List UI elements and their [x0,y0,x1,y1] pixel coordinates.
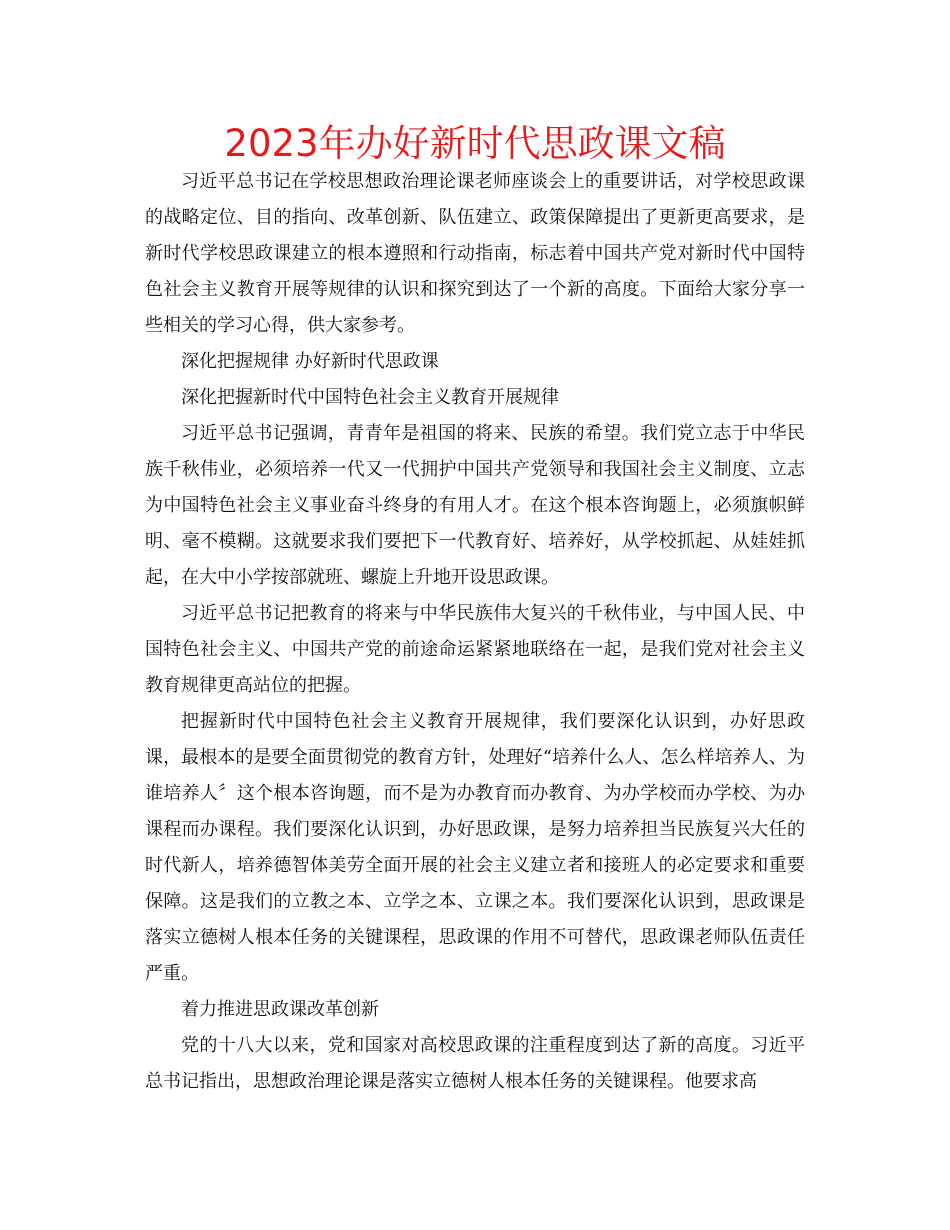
paragraph-youth: 习近平总书记强调，青青年是祖国的将来、民族的希望。我们党立志于中华民族千秋伟业，必须培养一代又一代拥护中国共产党领导和我国社会主义制度、立志为中国特色社会主义事业奋斗终身的有用人才。在这个根本咨询题上，必须旗帜鲜明、毫不模糊。这就要求我们要把下一代教育好、培养好，从学校抓起、从娃娃抓起，在大中小学按部就班、螺旋上升地开设思政课。 [145,423,805,588]
paragraph-intro: 习近平总书记在学校思想政治理论课老师座谈会上的重要讲话，对学校思政课的战略定位、目的指向、改革创新、队伍建立、政策保障提出了更新更高要求，是新时代学校思政课建立的根本遵照和行动指南，标志着中国共产党对新时代中国特色社会主义教育开展等规律的认识和探究到达了一个新的高度。下面给大家分享一些相关的学习心得，供大家参考。 [145,171,805,336]
paragraph-future: 习近平总书记把教育的将来与中华民族伟大复兴的千秋伟业，与中国人民、中国特色社会主义、中国共产党的前途命运紧紧地联络在一起，是我们党对社会主义教育规律更高站位的把握。 [145,603,805,696]
section-heading-rule: 深化把握新时代中国特色社会主义教育开展规律 [181,387,559,408]
paragraph-party-congress: 党的十八大以来，党和国家对高校思政课的注重程度到达了新的高度。习近平总书记指出，思想政治理论课是落实立德树人根本任务的关键课程。他要求高 [145,1035,805,1092]
section-heading-main: 深化把握规律 办好新时代思政课 [181,351,439,372]
document-body [145,164,805,1100]
document-title: 2023年办好新时代思政课文稿 [224,122,726,165]
section-heading-reform: 着力推进思政课改革创新 [181,999,379,1020]
paragraph-grasp-rule: 把握新时代中国特色社会主义教育开展规律，我们要深化认识到，办好思政课，最根本的是要全面贯彻党的教育方针，处理好“培养什么人、怎么样培养人、为谁培养人〞这个根本咨询题，而不是为办教育而办教育、为办学校而办学校、为办课程而办课程。我们要深化认识到，办好思政课，是努力培养担当民族复兴大任的时代新人，培养德智体美劳全面开展的社会主义建立者和接班人的必定要求和重要保障。这是我们的立教之本、立学之本、立课之本。我们要深化认识到，思政课是落实立德树人根本任务的关键课程，思政课的作用不可替代，思政课老师队伍责任严重。 [145,711,805,984]
